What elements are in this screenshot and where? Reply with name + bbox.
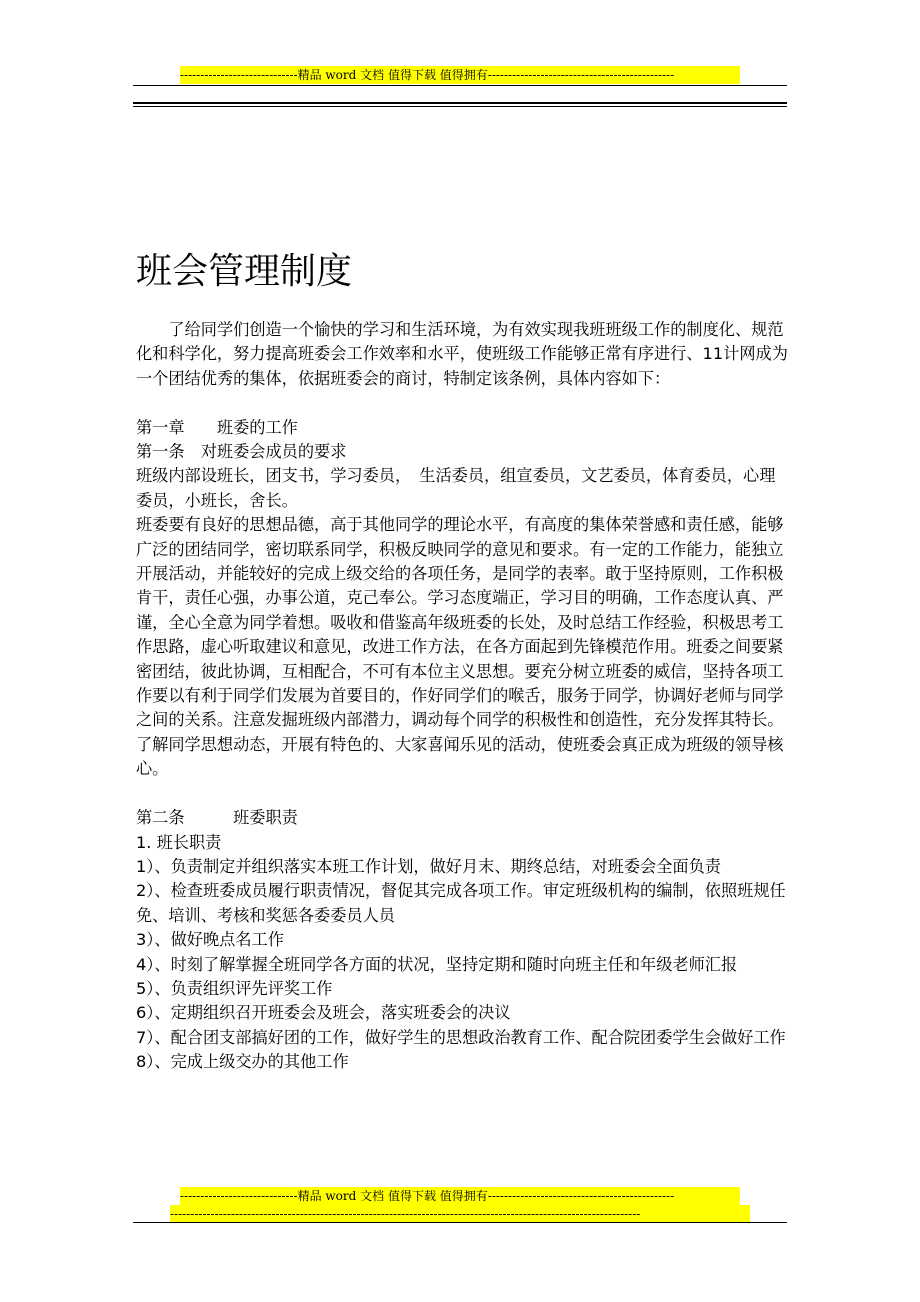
duty-item: 6）、定期组织召开班委会及班会，落实班委会的决议	[136, 1003, 511, 1023]
article1-paragraph-roles: 班级内部设班长，团支书，学习委员， 生活委员，组宣委员，文艺委员，体育委员，心理委员，小班长，舍长。	[136, 466, 776, 510]
duty-item: 4）、时刻了解掌握全班同学各方面的状况，坚持定期和随时向班主任和年级老师汇报	[136, 954, 738, 974]
document-body	[136, 318, 790, 1075]
duty-item: 3）、做好晚点名工作	[136, 930, 284, 950]
duty-item: 5）、负责组织评先评奖工作	[136, 978, 333, 998]
document-title: 班会管理制度	[136, 251, 353, 292]
chapter-heading: 第一章 班委的工作	[136, 417, 298, 437]
footer-banner: -----------------------------精品 word 文档 值得下载 值得拥有----------------------------------------------	[180, 1187, 740, 1205]
duty-item: 7）、配合团支部搞好团的工作，做好学生的思想政治教育工作、配合院团委学生会做好工作	[136, 1027, 786, 1047]
article2-heading: 第二条 班委职责	[136, 808, 298, 828]
article1-heading: 第一条 对班委会成员的要求	[136, 442, 347, 462]
header-rule-thin	[133, 85, 787, 86]
header-rule-thick-1	[133, 102, 787, 104]
header-banner: -----------------------------精品 word 文档 值得下载 值得拥有----------------------------------------------	[180, 66, 740, 84]
duty-item: 1）、负责制定并组织落实本班工作计划，做好月末、期终总结，对班委会全面负责	[136, 856, 721, 876]
duty-item: 2）、检查班委成员履行职责情况，督促其完成各项工作。审定班级机构的编制，依照班规任免、培训、考核和奖惩各委委员人员	[136, 881, 786, 925]
monitor-duties-heading: 1. 班长职责	[136, 832, 222, 852]
footer-rule	[133, 1222, 787, 1223]
intro-paragraph: 了给同学们创造一个愉快的学习和生活环境，为有效实现我班班级工作的制度化、规范化和科学化，努力提高班委会工作效率和水平，使班级工作能够正常有序进行、11计网成为一个团结优秀的集体，依据班委会的商讨，特制定该条例，具体内容如下：	[136, 320, 788, 388]
footer-dashes: --------------------------------------------------------------------------------------------------------------------	[170, 1205, 750, 1223]
duty-item: 8）、完成上级交办的其他工作	[136, 1052, 349, 1072]
article1-paragraph-requirements: 班委要有良好的思想品德，高于其他同学的理论水平，有高度的集体荣誉感和责任感，能够广泛的团结同学，密切联系同学，积极反映同学的意见和要求。有一定的工作能力，能独立开展活动，并能较好的完成上级交给的各项任务，是同学的表率。敢于坚持原则，工作积极肯干，责任心强，办事公道，克己奉公。学习态度端正，学习目的明确，工作态度认真、严谨，全心全意为同学着想。吸收和借鉴高年级班委的长处，及时总结工作经验，积极思考工作思路，虚心听取建议和意见，改进工作方法，在各方面起到先锋模范作用。班委之间要紧密团结，彼此协调，互相配合，不可有本位主义思想。要充分树立班委的威信，坚持各项工作要以有利于同学们发展为首要目的，作好同学们的喉舌，服务于同学，协调好老师与同学之间的关系。注意发掘班级内部潜力，调动每个同学的积极性和创造性，充分发挥其特长。了解同学思想动态，开展有特色的、大家喜闻乐见的活动，使班委会真正成为班级的领导核心。	[136, 515, 784, 779]
header-rule-thick-2	[133, 106, 787, 107]
